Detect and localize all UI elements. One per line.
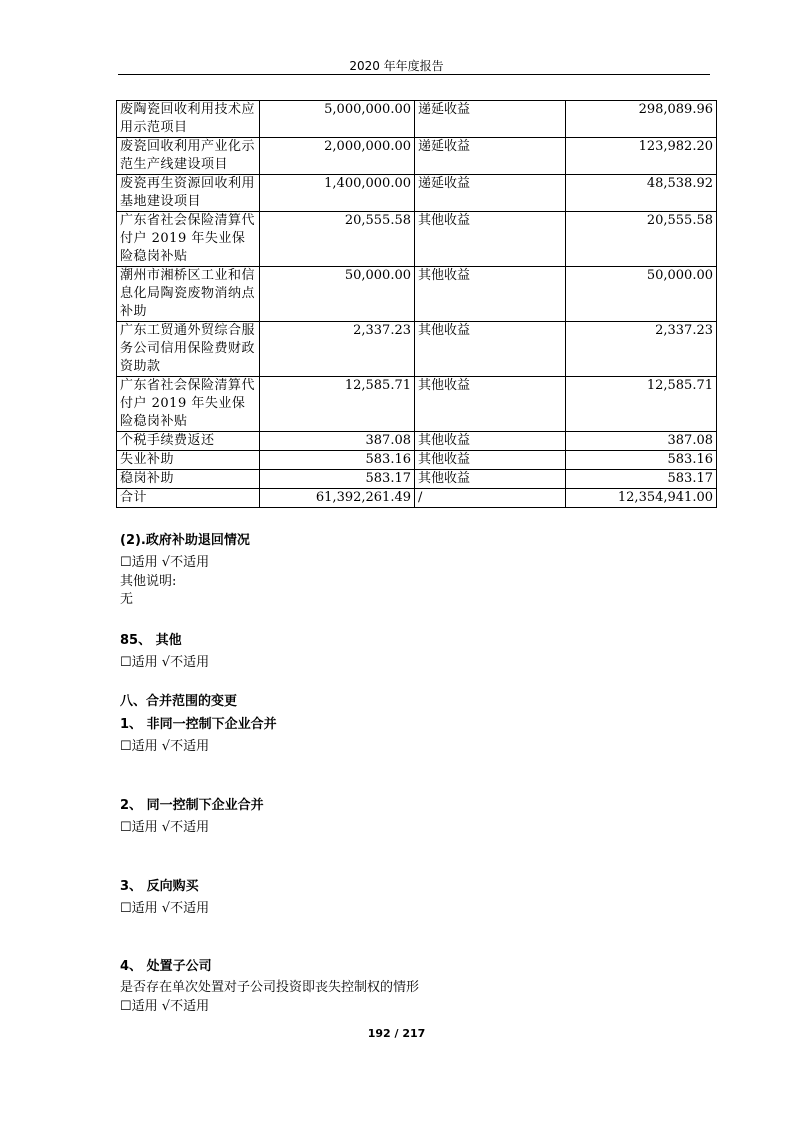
other-notes-value: 无 xyxy=(120,592,134,607)
table-row xyxy=(117,138,717,175)
grant-name-cell: 广东省社会保险清算代付户 2019 年失业保险稳岗补贴 xyxy=(117,377,260,432)
grant-amount-cell: 583.17 xyxy=(260,470,415,489)
grant-name-cell: 个税手续费返还 xyxy=(117,432,260,451)
table-row xyxy=(117,470,717,489)
grant-account-item-cell: 其他收益 xyxy=(415,212,566,267)
other-notes-label: 其他说明: xyxy=(120,574,177,589)
table-row xyxy=(117,451,717,470)
grant-amount-cell: 2,337.23 xyxy=(260,322,415,377)
grant-name-cell: 广东省社会保险清算代付户 2019 年失业保险稳岗补贴 xyxy=(117,212,260,267)
grant-account-item-cell: 其他收益 xyxy=(415,377,566,432)
grant-amount-cell: 5,000,000.00 xyxy=(260,101,415,138)
refund-applicability: ☐适用 √不适用 xyxy=(120,555,210,570)
table-row xyxy=(117,377,717,432)
grant-recognized-amount-cell: 298,089.96 xyxy=(566,101,717,138)
section-8-2-title: 2、 同一控制下企业合并 xyxy=(120,798,264,813)
grant-amount-cell: 50,000.00 xyxy=(260,267,415,322)
grant-name-cell: 潮州市湘桥区工业和信息化局陶瓷废物消纳点补助 xyxy=(117,267,260,322)
section-8-1-title: 1、 非同一控制下企业合并 xyxy=(120,717,277,732)
table-row xyxy=(117,432,717,451)
section-8-3-applicability: ☐适用 √不适用 xyxy=(120,901,210,916)
page-number: 192 / 217 xyxy=(367,1027,426,1040)
grant-amount-cell: 2,000,000.00 xyxy=(260,138,415,175)
grant-name-cell: 废瓷再生资源回收利用基地建设项目 xyxy=(117,175,260,212)
table-row xyxy=(117,322,717,377)
section-8-3-title: 3、 反向购买 xyxy=(120,879,199,894)
table-row xyxy=(117,489,717,508)
section-85-title: 85、 其他 xyxy=(120,633,182,648)
grant-amount-cell: 12,585.71 xyxy=(260,377,415,432)
table-row xyxy=(117,212,717,267)
section-8-4-description: 是否存在单次处置对子公司投资即丧失控制权的情形 xyxy=(120,980,420,995)
grant-name-cell: 稳岗补助 xyxy=(117,470,260,489)
grant-amount-cell: 61,392,261.49 xyxy=(260,489,415,508)
section-8-4-title: 4、 处置子公司 xyxy=(120,959,212,974)
grant-recognized-amount-cell: 48,538.92 xyxy=(566,175,717,212)
grant-account-item-cell: 递延收益 xyxy=(415,101,566,138)
table-row xyxy=(117,267,717,322)
grant-account-item-cell: 其他收益 xyxy=(415,432,566,451)
grant-recognized-amount-cell: 583.17 xyxy=(566,470,717,489)
grant-amount-cell: 583.16 xyxy=(260,451,415,470)
table-row xyxy=(117,175,717,212)
grant-recognized-amount-cell: 387.08 xyxy=(566,432,717,451)
grant-recognized-amount-cell: 12,585.71 xyxy=(566,377,717,432)
grant-account-item-cell: 其他收益 xyxy=(415,322,566,377)
grant-recognized-amount-cell: 583.16 xyxy=(566,451,717,470)
government-grants-table xyxy=(116,100,717,508)
grant-account-item-cell: / xyxy=(415,489,566,508)
table-row xyxy=(117,101,717,138)
grant-account-item-cell: 其他收益 xyxy=(415,470,566,489)
grant-recognized-amount-cell: 50,000.00 xyxy=(566,267,717,322)
page-header-title: 2020 年年度报告 xyxy=(349,59,444,73)
grant-name-cell: 广东工贸通外贸综合服务公司信用保险费财政资助款 xyxy=(117,322,260,377)
refund-section-title: (2).政府补助退回情况 xyxy=(120,533,250,548)
section-85-applicability: ☐适用 √不适用 xyxy=(120,655,210,670)
header-divider xyxy=(118,74,710,75)
grant-account-item-cell: 其他收益 xyxy=(415,451,566,470)
grant-recognized-amount-cell: 12,354,941.00 xyxy=(566,489,717,508)
section-8-2-applicability: ☐适用 √不适用 xyxy=(120,820,210,835)
grant-account-item-cell: 递延收益 xyxy=(415,175,566,212)
grant-name-cell: 废陶瓷回收利用技术应用示范项目 xyxy=(117,101,260,138)
grant-name-cell: 失业补助 xyxy=(117,451,260,470)
grant-recognized-amount-cell: 2,337.23 xyxy=(566,322,717,377)
section-8-4-applicability: ☐适用 √不适用 xyxy=(120,999,210,1014)
grant-name-cell: 合计 xyxy=(117,489,260,508)
grant-recognized-amount-cell: 123,982.20 xyxy=(566,138,717,175)
grant-amount-cell: 1,400,000.00 xyxy=(260,175,415,212)
grant-amount-cell: 20,555.58 xyxy=(260,212,415,267)
grant-amount-cell: 387.08 xyxy=(260,432,415,451)
section-8-title: 八、合并范围的变更 xyxy=(120,694,238,709)
grant-recognized-amount-cell: 20,555.58 xyxy=(566,212,717,267)
grant-account-item-cell: 其他收益 xyxy=(415,267,566,322)
grant-account-item-cell: 递延收益 xyxy=(415,138,566,175)
section-8-1-applicability: ☐适用 √不适用 xyxy=(120,739,210,754)
grant-name-cell: 废瓷回收利用产业化示范生产线建设项目 xyxy=(117,138,260,175)
